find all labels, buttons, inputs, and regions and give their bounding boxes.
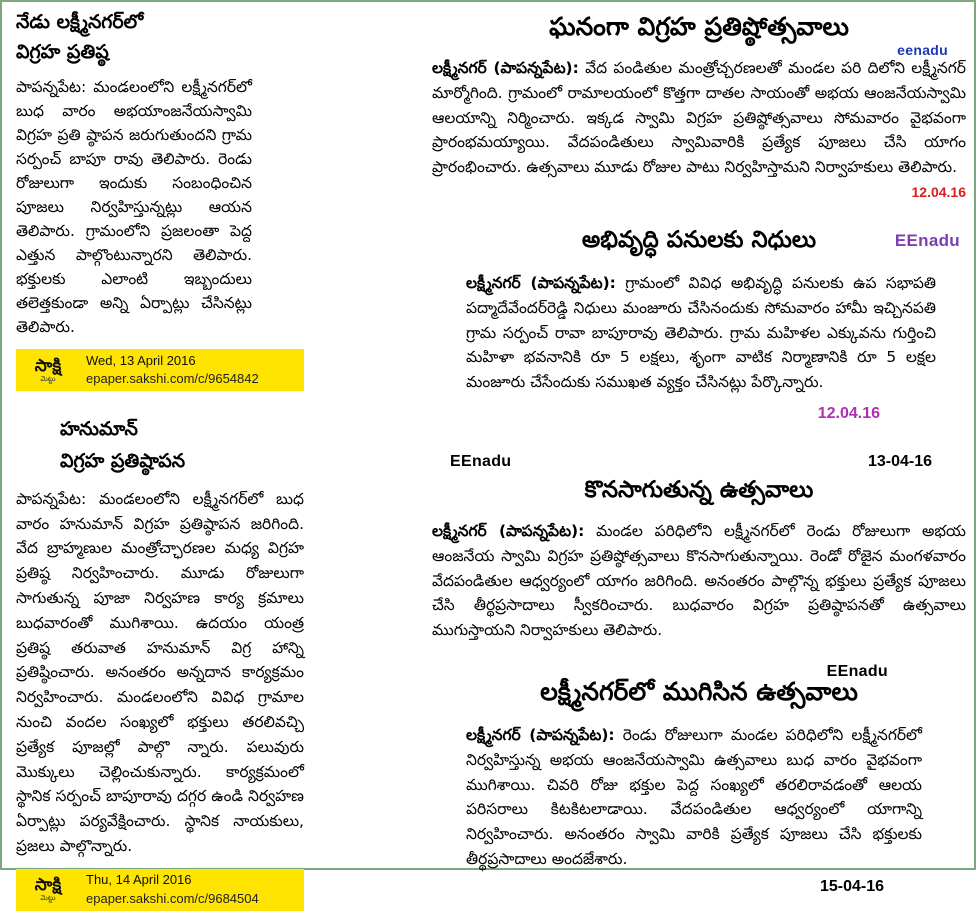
article1-headline bbox=[16, 10, 316, 65]
r-article2-headline: అభివృద్ధి పనులకు నిధులు bbox=[581, 226, 817, 253]
r-article1-date-wrap bbox=[432, 182, 966, 201]
article2-body: పాపన్నపేట: మండలంలోని లక్ష్మీనగర్‌లో బుధ వారం హనుమాన్ విగ్రహ ప్రతిష్ఠాపన జరిగింది. వేద బ్రాహ్మణుల మంత్రోచ్ఛారణల మధ్య విగ్రహ ప్రతిష్ఠ నిర్వహించారు. మూడు రోజులుగా సాగుతున్న పూజా నిర్వహణ కార్య క్రమాలు బుధవారంతో ముగిశాయి. ఉదయం యంత్ర ప్రతిష్ఠ తరువాత హనుమాన్ విగ్ర హాన్ని ప్రతిష్ఠించారు. అనంతరం అన్నదాన కార్యక్రమం నిర్వహించారు. మండలంలోని వివిధ గ్రామాల నుంచి వందల సంఖ్యలో భక్తులు తరలివచ్చి ప్రత్యేక పూజల్లో పాల్గొ న్నారు. పలువురు మొక్కులు చెల్లించుకున్నారు. కార్యక్రమంలో స్థానిక సర్పంచ్ బాపూరావు దగ్గర ఉండి నిర్వహణ ఏర్పాట్లు పర్యవేక్షించారు. స్థానిక నాయకులు, ప్రజలు పాల్గొన్నారు. bbox=[16, 489, 304, 855]
sakshi-logo-sub: మెట్టు bbox=[40, 374, 56, 383]
article-vigraha-pratishta bbox=[16, 10, 316, 391]
sakshi-logo-icon bbox=[16, 349, 80, 391]
eenadu-brand-3: EEnadu bbox=[450, 452, 512, 470]
sakshi-logo-text: సాక్షి bbox=[34, 355, 62, 376]
left-column bbox=[16, 10, 316, 911]
r-article1-date: 12.04.16 bbox=[911, 183, 966, 200]
r-article3-dateline: లక్ష్మీనగర్ (పాపన్నపేట): bbox=[432, 521, 585, 540]
article2-headline-line2: విగ్రహ ప్రతిష్ఠాపన bbox=[60, 450, 186, 473]
credit-url-1[interactable]: epaper.sakshi.com/c/9654842 bbox=[86, 371, 259, 387]
r-article3-body bbox=[432, 519, 966, 643]
r-article3-headline: కొనసాగుతున్న ఉత్సవాలు bbox=[584, 476, 814, 503]
article1-body: పాపన్నపేట: మండలంలోని లక్ష్మీనగర్‌లో బుధ వారం అభయాంజనేయస్వామి విగ్రహ ప్రతి ష్ఠాపన జరుగుతుందని గ్రామ సర్పంచ్ బాపూ రావు తెలిపారు. రెండు రోజులుగా ఇందుకు సంబంధించిన పూజలు నిర్వహిస్తున్నట్లు ఆయన తెలిపారు. గ్రామంలోని ప్రజలంతా పెద్ద ఎత్తున పాల్గొంటున్నారని తెలిపారు. భక్తులకు ఎలాంటి ఇబ్బందులు తలెత్తకుండా అన్ని ఏర్పాట్లు చేసినట్లు తెలిపారు. bbox=[16, 78, 252, 337]
eenadu-brand-2: EEnadu bbox=[894, 230, 960, 250]
sakshi-logo-icon-2 bbox=[16, 869, 80, 911]
r-article2-text: గ్రామంలో వివిధ అభివృద్ధి పనులకు ఉప సభాపతి పద్మాదేవేందర్‌రెడ్డి నిధులు మంజూరు చేసినందుకు సోమవారం హామీ ఇచ్చినపతి గ్రామ సర్పంచ్ రావా బాపూరావు తెలిపారు. గ్రామ మహిళల ఎక్కువను గుర్తించి మహిళా భవనానికి రూ 5 లక్షలు, శృంగా వాటిక నిర్మాణానికి రూ 5 లక్షల మంజూరు చేసేందుకు సముఖత వ్యక్తం చేసినట్లు పేర్కొన్నారు. bbox=[466, 273, 936, 392]
r-article4-dateline: లక్ష్మీనగర్ (పాపన్నపేట): bbox=[466, 725, 615, 744]
article2-headline bbox=[60, 417, 316, 474]
r-article4-text: రెండు రోజులుగా మండల పరిధిలోని లక్ష్మీనగర్‌లో నిర్వహిస్తున్న అభయ ఆంజనేయస్వామి ఉత్సవాలు బుధ వారం వైభవంగా ముగిశాయి. చివరి రోజు భక్తుల పెద్ద సంఖ్యలో తరలిరావడంతో ఆలయ పరిసరాలు కిటకిటలాడాయి. వేదపండితుల ఆధ్వర్యంలో యాగాన్ని నిర్వహించారు. అనంతరం స్వామి వారికి ప్రత్యేక పూజలు చేసి భక్తులకు తీర్థప్రసాదాలు అందజేశారు. bbox=[466, 725, 922, 868]
r-article1-body bbox=[432, 56, 966, 180]
r-article3-text: మండల పరిధిలోని లక్ష్మీనగర్‌లో రెండు రోజులుగా అభయ ఆంజనేయ స్వామి విగ్రహ ప్రతిష్ఠోత్సవాలు కొనసాగుతున్నాయి. రెండో రోజైన మంగళవారం వేదపండితుల ఆధ్వర్యంలో యాగం జరిగింది. అనంతరం పాల్గొన్న భక్తులు ప్రత్యేక పూజలు చేసి తీర్థప్రసాదాలు స్వీకరించారు. బుధవారం విగ్రహ ప్రతిష్ఠాపనతో ఉత్సవాలు ముగుస్తాయని నిర్వాహకులు తెలిపారు. bbox=[432, 521, 966, 640]
eenadu-brand-1: eenadu bbox=[897, 42, 948, 58]
r-article2-date: 12.04.16 bbox=[817, 404, 880, 422]
credit-date-2: Thu, 14 April 2016 bbox=[86, 871, 192, 887]
r-article1-headline: ఘనంగా విగ్రహ ప్రతిష్ఠోత్సవాలు bbox=[549, 12, 849, 41]
credit-url-2[interactable]: epaper.sakshi.com/c/9684504 bbox=[86, 890, 259, 906]
r-article2-date-wrap bbox=[432, 403, 966, 423]
article1-headline-line1: నేడు లక్ష్మీనగర్‌లో bbox=[16, 11, 144, 33]
sakshi-logo-text-2: సాక్షి bbox=[34, 875, 62, 896]
r-article2-dateline: లక్ష్మీనగర్ (పాపన్నపేట): bbox=[466, 273, 616, 292]
r-article4-body bbox=[466, 723, 922, 872]
r-article4-date-wrap bbox=[432, 876, 966, 896]
credit-date-1: Wed, 13 April 2016 bbox=[86, 352, 196, 368]
sakshi-credit-bar-1 bbox=[16, 349, 304, 391]
r-article3-date: 13-04-16 bbox=[867, 452, 932, 470]
r-article4-headline: లక్ష్మీనగర్‌లో ముగిసిన ఉత్సవాలు bbox=[540, 676, 858, 706]
article-abhivruddhi-nidhulu bbox=[432, 227, 966, 423]
right-column bbox=[432, 10, 966, 896]
article1-headline-line2: విగ్రహ ప్రతిష్ఠ bbox=[16, 40, 109, 63]
article-ghanamga-vigraha bbox=[432, 12, 966, 201]
r-article1-text: వేద పండితుల మంత్రోచ్చరణలతో మండల పరి దిలోని లక్ష్మీనగర్ మార్మోగింది. గ్రామంలో రామాలయంలో కొత్తగా దాతల సాయంతో అభయ ఆంజనేయస్వామి ఆలయాన్ని నిర్మించారు. ఇక్కడ స్వామి విగ్రహ ప్రతిష్ఠోత్సవాలు సోమవారం వైభవంగా ప్రారంభమయ్యాయి. వేదపండితులు స్వామివారికి ప్రత్యేక పూజలు చేసి యాగం ప్రారంభించారు. ఉత్సవాలు మూడు రోజుల పాటు నిర్వహిస్తామని నిర్వాహకులు తెలిపారు. bbox=[432, 59, 966, 177]
credit-text-1 bbox=[80, 352, 259, 390]
sakshi-logo-sub-2: మెట్టు bbox=[40, 894, 56, 903]
article-konasagutunna-utsavalu bbox=[432, 453, 966, 643]
eenadu-brand-4: EEnadu bbox=[826, 662, 888, 680]
r-article2-body bbox=[466, 271, 936, 395]
credit-text-2 bbox=[80, 871, 259, 909]
article-hanuman-pratishthapana bbox=[16, 417, 316, 910]
article2-headline-line1: హనుమాన్ bbox=[60, 418, 138, 441]
r-article4-date: 15-04-16 bbox=[819, 877, 884, 895]
r-article3-topline bbox=[432, 453, 966, 471]
r-article1-dateline: లక్ష్మీనగర్ (పాపన్నపేట): bbox=[432, 59, 579, 77]
sakshi-credit-bar-2 bbox=[16, 869, 304, 911]
article-mugisina-utsavalu bbox=[432, 662, 966, 896]
